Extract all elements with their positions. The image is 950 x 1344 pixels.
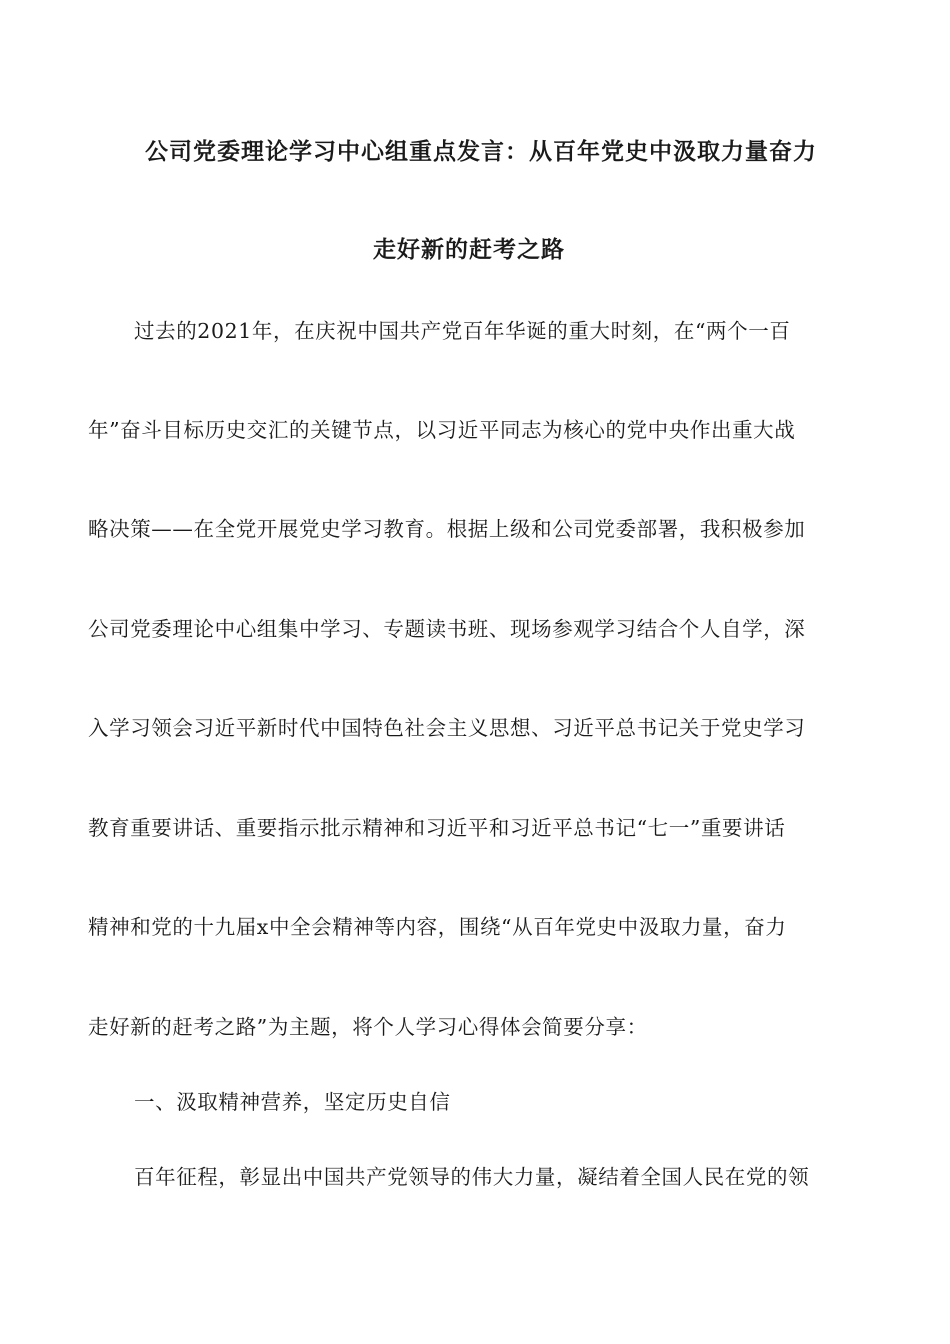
document-title-line-1: 公司党委理论学习中心组重点发言：从百年党史中汲取力量奋力 [145, 138, 817, 165]
paragraph-1-line-3: 略决策——在全党开展党史学习教育。根据上级和公司党委部署，我积极参加 [88, 517, 806, 541]
paragraph-1-line-5: 入学习领会习近平新时代中国特色社会主义思想、习近平总书记关于党史学习 [88, 716, 806, 740]
paragraph-1-line-4: 公司党委理论中心组集中学习、专题读书班、现场参观学习结合个人自学，深 [88, 617, 806, 641]
section-1-heading: 一、汲取精神营养，坚定历史自信 [134, 1090, 451, 1114]
paragraph-1-line-7: 精神和党的十九届x中全会精神等内容，围绕“从百年党史中汲取力量，奋力 [88, 915, 787, 939]
paragraph-1-line-2: 年”奋斗目标历史交汇的关键节点，以习近平同志为核心的党中央作出重大战 [88, 418, 796, 442]
document-title-line-2: 走好新的赶考之路 [373, 236, 565, 263]
paragraph-1-line-6: 教育重要讲话、重要指示批示精神和习近平和习近平总书记“七一”重要讲话 [88, 816, 786, 840]
paragraph-1-line-1: 过去的2021年，在庆祝中国共产党百年华诞的重大时刻，在“两个一百 [134, 319, 791, 343]
paragraph-1-line-8: 走好新的赶考之路”为主题，将个人学习心得体会简要分享： [88, 1015, 648, 1039]
paragraph-2-line-1: 百年征程，彰显出中国共产党领导的伟大力量，凝结着全国人民在党的领 [134, 1165, 810, 1189]
